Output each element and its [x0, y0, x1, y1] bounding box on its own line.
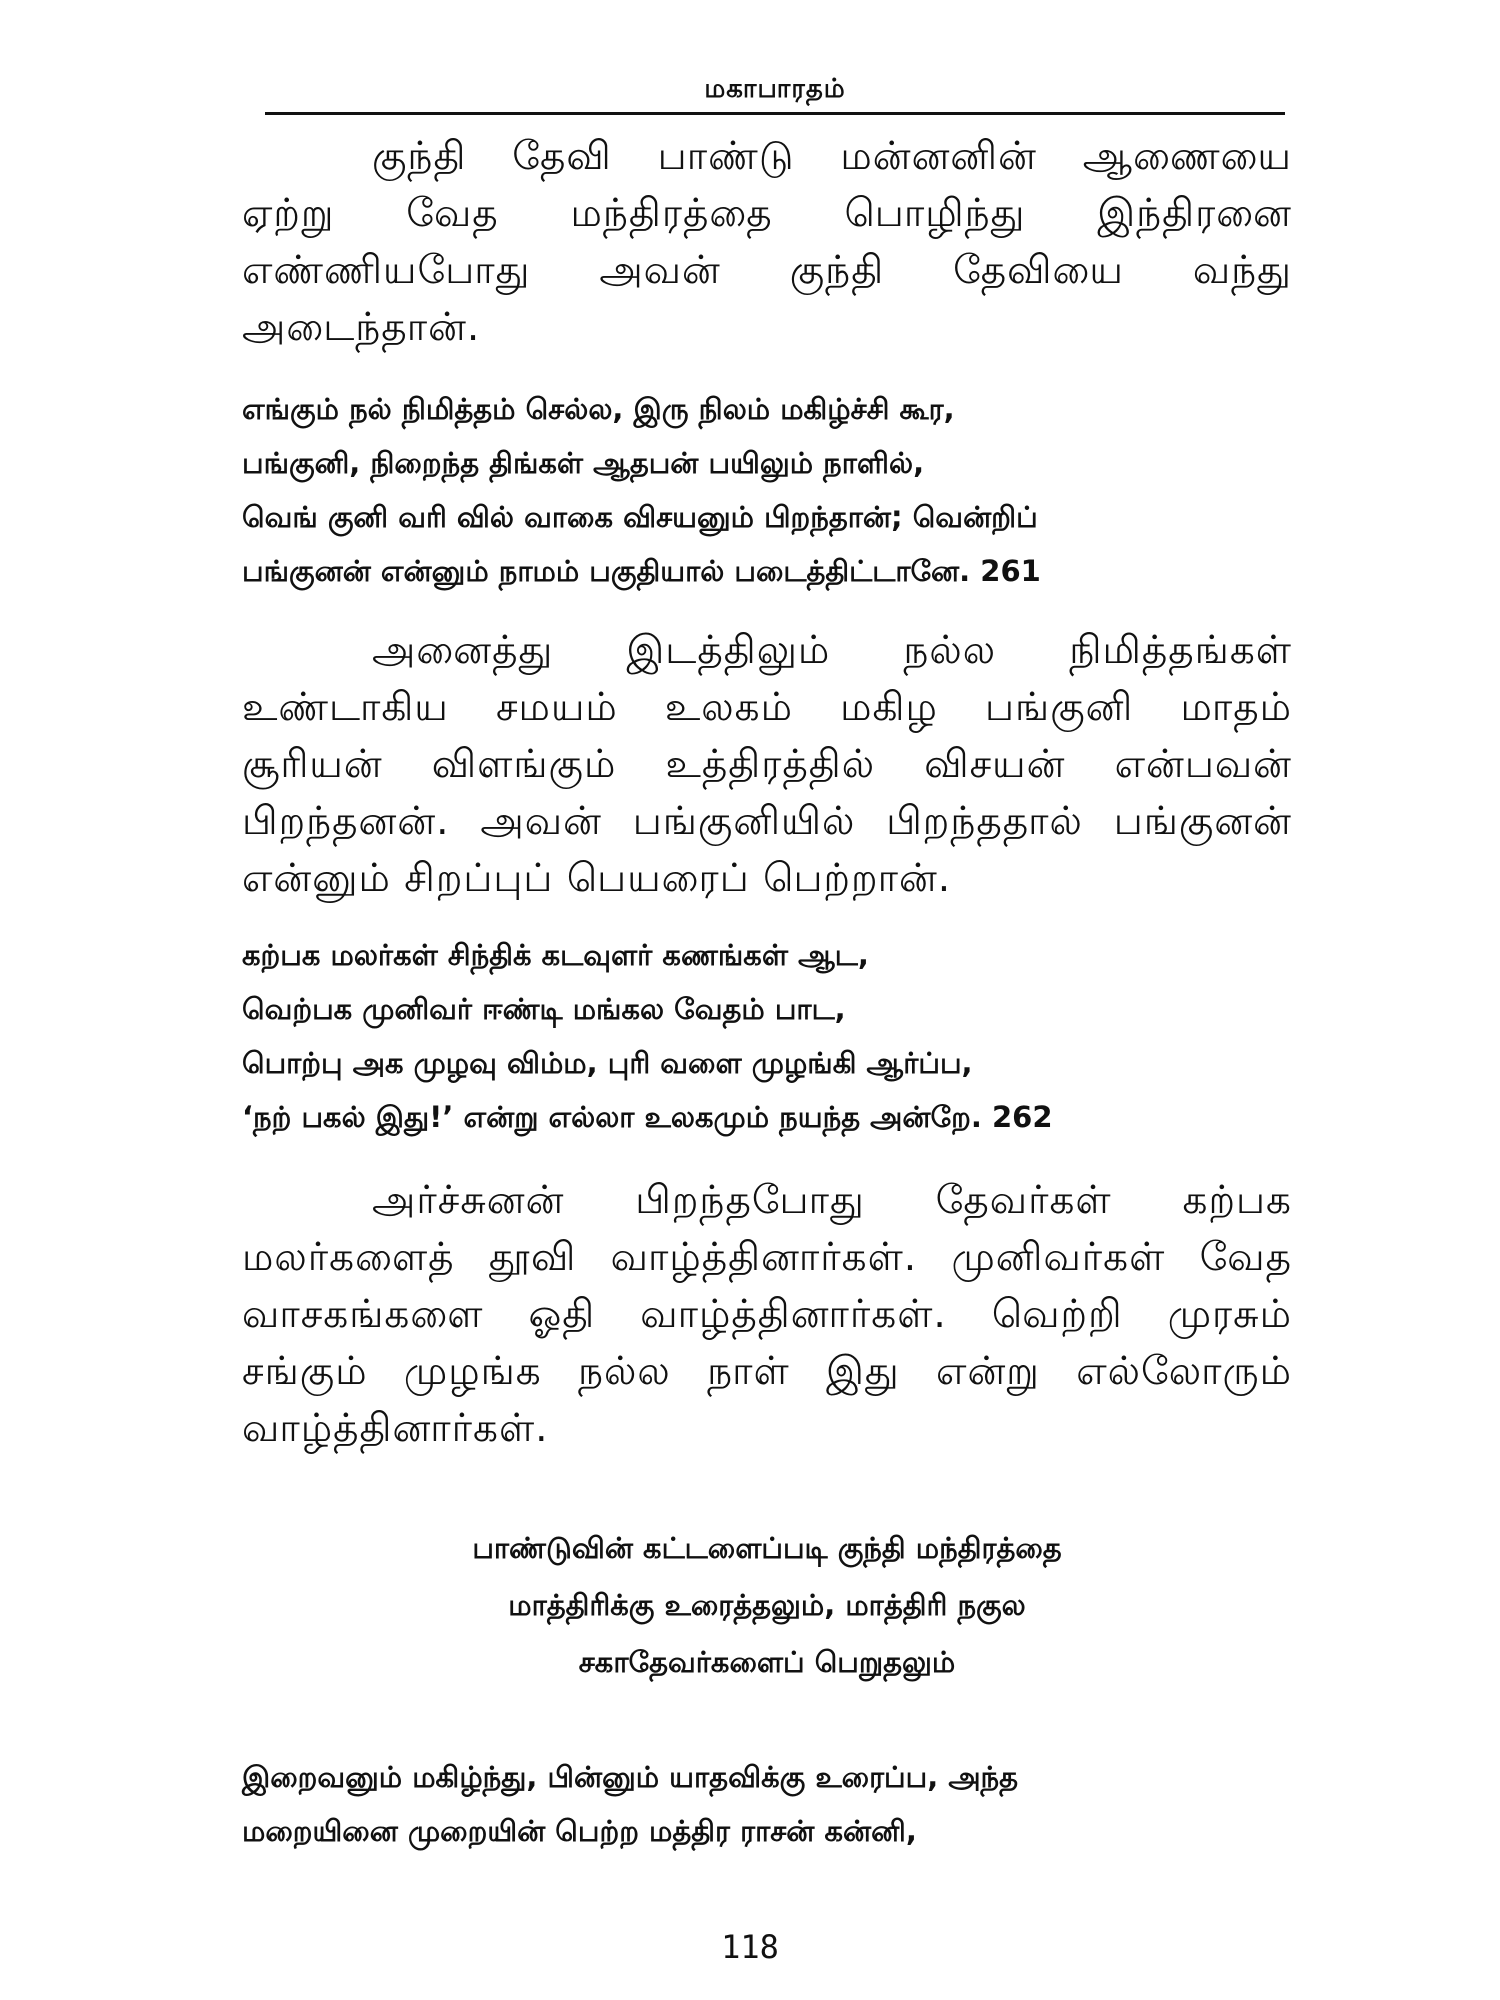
prose-line: அனைத்து இடத்திலும் நல்ல நிமித்தங்கள்: [372, 628, 1292, 673]
prose-line: எண்ணியபோது அவன் குந்தி தேவியை வந்து: [242, 248, 1292, 293]
page-number: 118: [721, 1928, 779, 1966]
header-rule: [265, 112, 1285, 115]
prose-line: பிறந்தனன். அவன் பங்குனியில் பிறந்ததால் பங்குனன்: [242, 799, 1292, 844]
verse-line: கற்பக மலர்கள் சிந்திக் கடவுளர் கணங்கள் ஆட,: [242, 938, 869, 972]
heading-line: சகாதேவர்களைப் பெறுதலும்: [578, 1645, 956, 1679]
verse-line: மறையினை முறையின் பெற்ற மத்திர ராசன் கன்னி,: [242, 1814, 917, 1848]
section-heading: [242, 1520, 1292, 1691]
prose-line: என்னும் சிறப்புப் பெயரைப் பெற்றான்.: [242, 856, 952, 901]
heading-line: மாத்திரிக்கு உரைத்தலும், மாத்திரி நகுல: [508, 1588, 1026, 1622]
verse-line: பொற்பு அக முழவு விம்ம, புரி வளை முழங்கி ஆர்ப்ப,: [242, 1046, 973, 1080]
prose-line: வாசகங்களை ஓதி வாழ்த்தினார்கள். வெற்றி முரசும்: [242, 1292, 1292, 1337]
heading-line: பாண்டுவின் கட்டளைப்படி குந்தி மந்திரத்தை: [472, 1531, 1062, 1565]
verse-line: இறைவனும் மகிழ்ந்து, பின்னும் யாதவிக்கு உரைப்ப, அந்த: [242, 1760, 1019, 1794]
prose-line: அர்ச்சுனன் பிறந்தபோது தேவர்கள் கற்பக: [372, 1178, 1292, 1223]
verse-261: [242, 382, 1292, 598]
verse-line: பங்குனி, நிறைந்த திங்கள் ஆதபன் பயிலும் நாளில்,: [242, 446, 925, 480]
prose-paragraph-3: [242, 1172, 1292, 1457]
prose-line: சங்கும் முழங்க நல்ல நாள் இது என்று எல்லோரும்: [242, 1349, 1292, 1394]
prose-paragraph-2: [242, 622, 1292, 907]
verse-line: எங்கும் நல் நிமித்தம் செல்ல, இரு நிலம் மகிழ்ச்சி கூர,: [242, 392, 955, 426]
verse-262: [242, 928, 1292, 1144]
verse-line: ‘நற் பகல் இது!’ என்று எல்லா உலகமும் நயந்த அன்றே. 262: [242, 1100, 1053, 1134]
verse-263: [242, 1750, 1292, 1858]
verse-line: வெங் குனி வரி வில் வாகை விசயனும் பிறந்தான்; வென்றிப்: [242, 500, 1038, 534]
prose-line: குந்தி தேவி பாண்டு மன்னனின் ஆணையை: [372, 134, 1292, 179]
prose-line: வாழ்த்தினார்கள்.: [242, 1406, 549, 1451]
verse-line: வெற்பக முனிவர் ஈண்டி மங்கல வேதம் பாட,: [242, 992, 846, 1026]
running-head: மகாபாரதம்: [704, 74, 846, 104]
prose-paragraph-1: [242, 128, 1292, 356]
prose-line: அடைந்தான்.: [242, 305, 481, 350]
prose-line: ஏற்று வேத மந்திரத்தை பொழிந்து இந்திரனை: [242, 191, 1292, 236]
prose-line: மலர்களைத் தூவி வாழ்த்தினார்கள். முனிவர்கள் வேத: [242, 1235, 1292, 1280]
prose-line: சூரியன் விளங்கும் உத்திரத்தில் விசயன் என்பவன்: [242, 742, 1292, 787]
prose-line: உண்டாகிய சமயம் உலகம் மகிழ பங்குனி மாதம்: [242, 685, 1292, 730]
verse-line: பங்குனன் என்னும் நாமம் பகுதியால் படைத்திட்டானே. 261: [242, 554, 1041, 588]
